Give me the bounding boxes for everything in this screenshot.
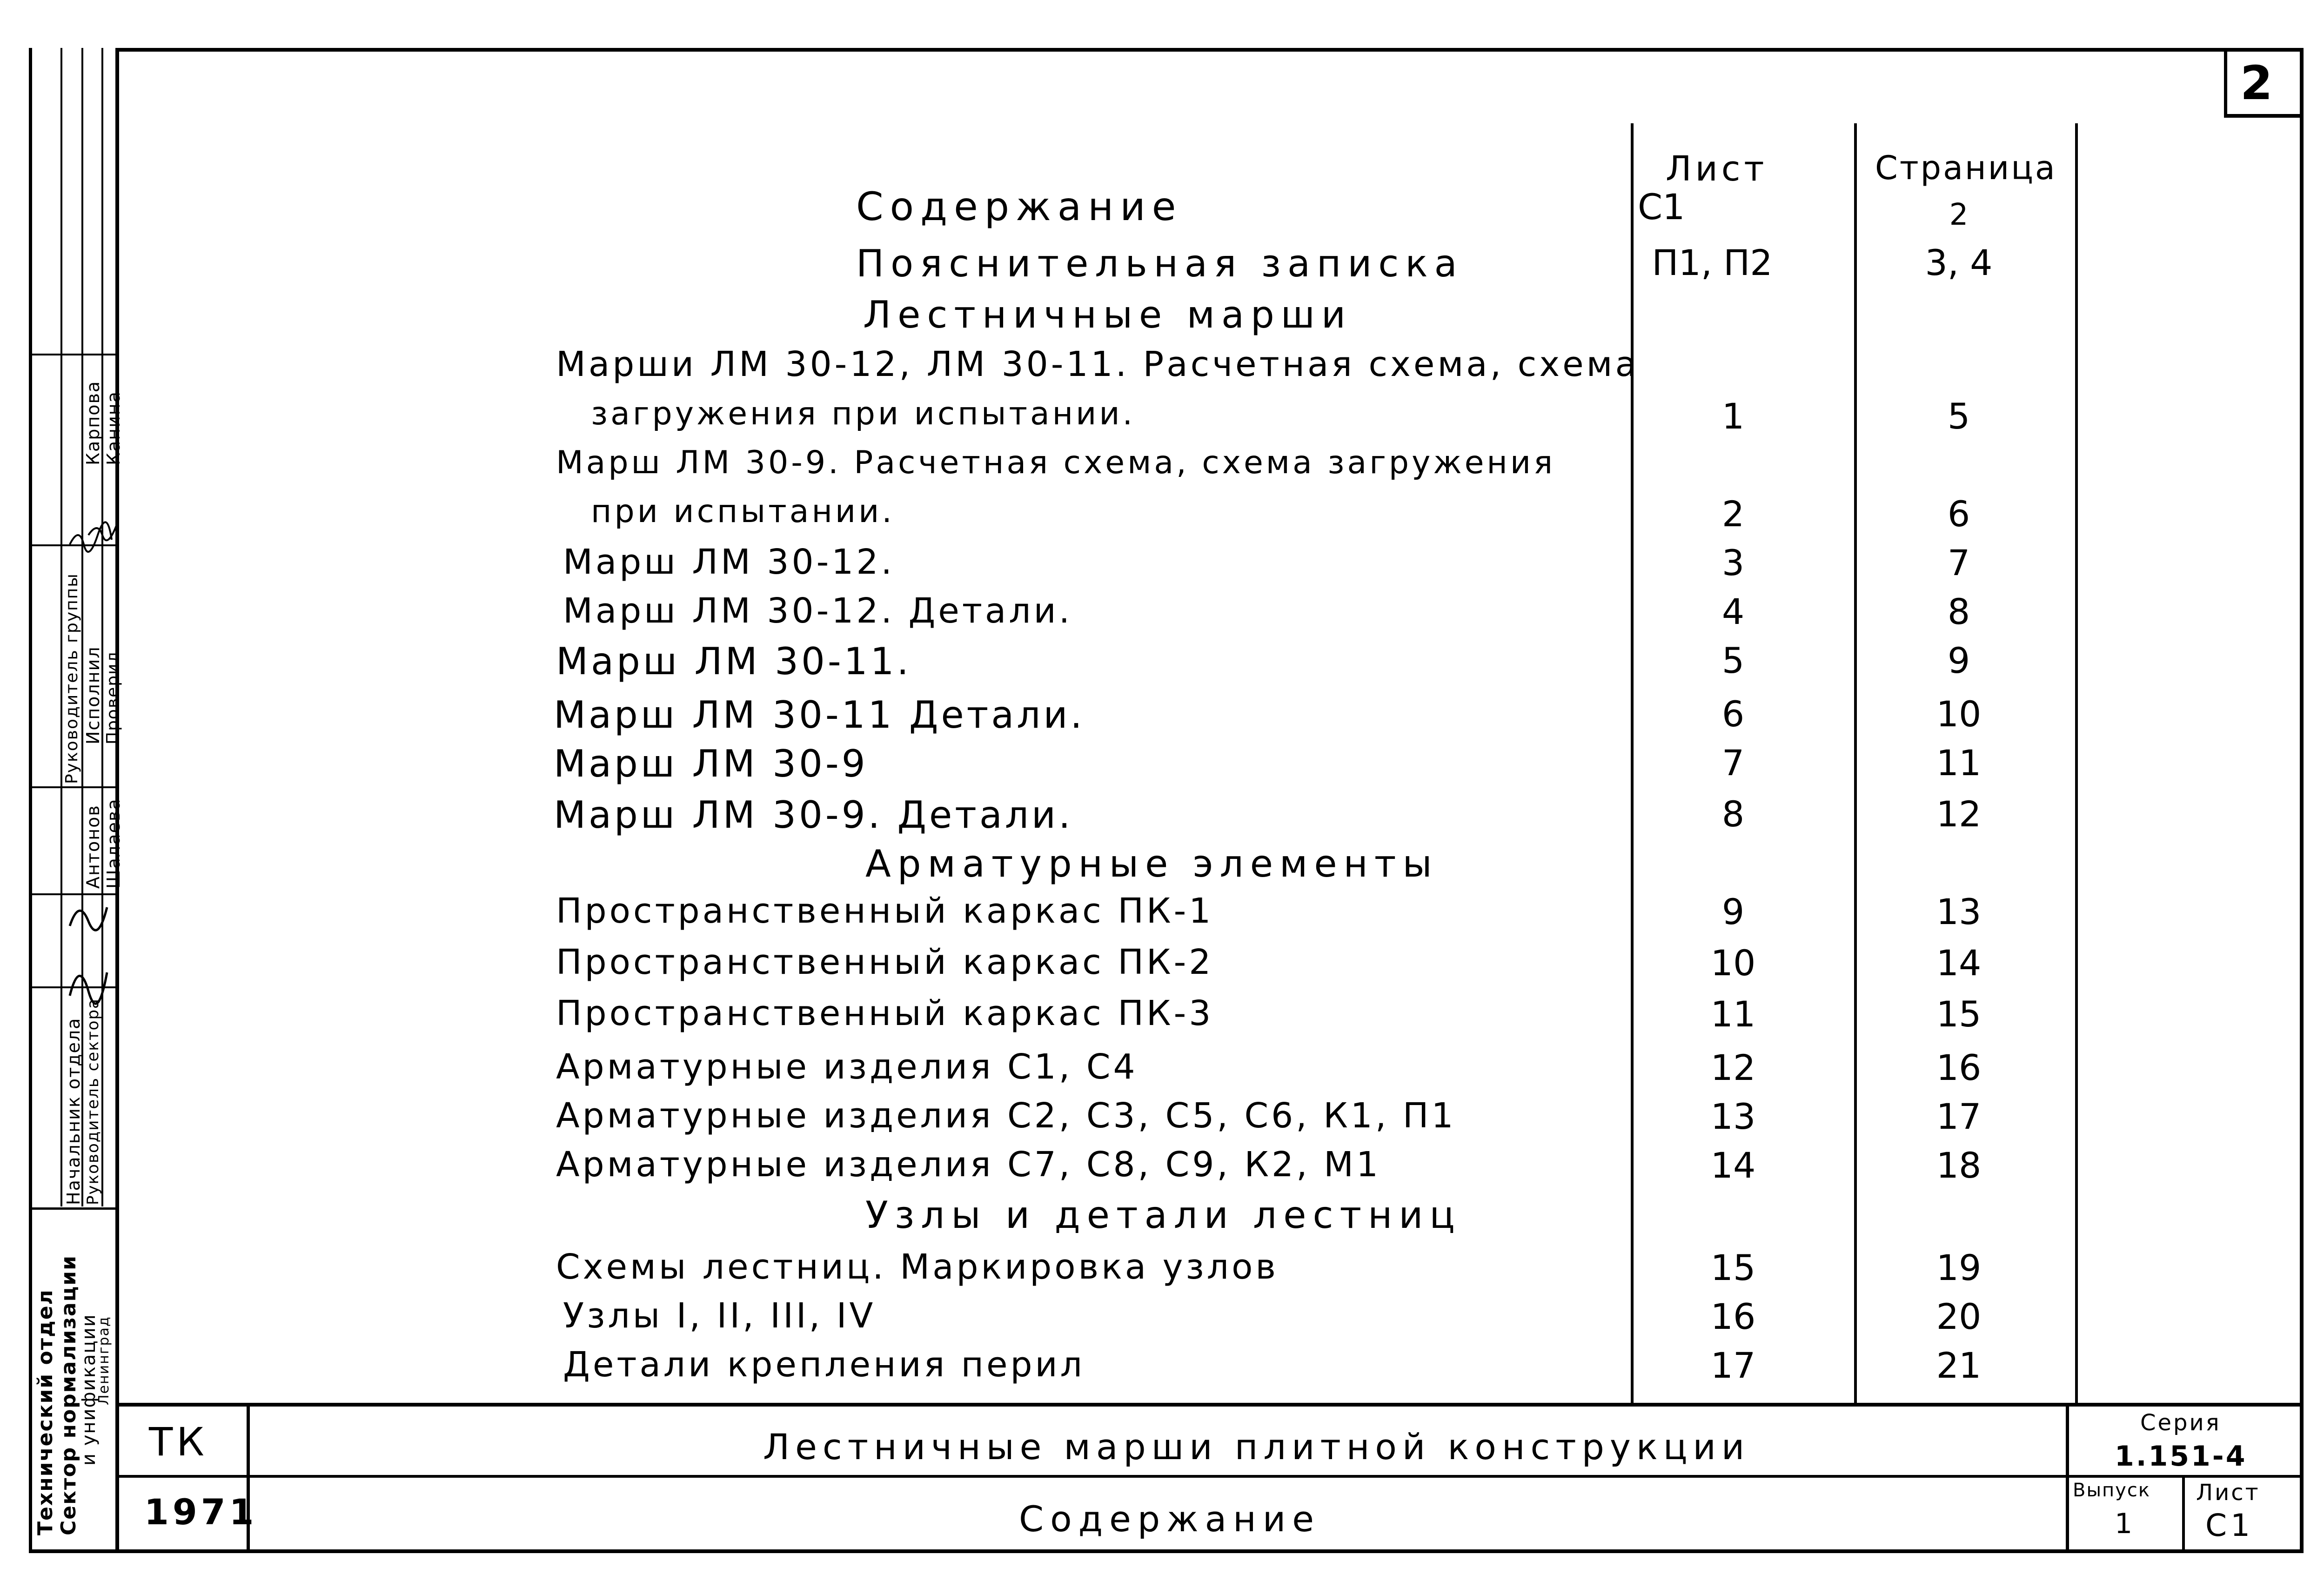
toc-page-10: 10 (1936, 693, 1982, 735)
toc-sheet-0: С1 (1638, 186, 1685, 228)
side-name-kanina: Канина (103, 391, 124, 465)
toc-page-16: 15 (1936, 993, 1982, 1035)
toc-entry: Марш ЛМ 30-9. Детали. (554, 793, 1073, 837)
toc-entry: Марш ЛМ 30-12. Детали. (563, 591, 1073, 631)
signature-scribbles (60, 475, 116, 1019)
side-role-checked: Проверил (103, 651, 122, 744)
stamp-series-value: 1.151-4 (2115, 1440, 2247, 1473)
toc-sheet-17: 12 (1710, 1047, 1756, 1088)
toc-page-23: 21 (1936, 1345, 1982, 1386)
sheet-box-left (2224, 48, 2227, 118)
toc-sheet-12: 8 (1721, 793, 1745, 835)
toc-sheet-4: 1 (1721, 395, 1745, 437)
toc-sheet-19: 14 (1710, 1145, 1756, 1186)
toc-page-17: 16 (1936, 1047, 1982, 1088)
toc-sheet-7: 3 (1721, 542, 1745, 583)
col-line-1 (1631, 123, 1634, 1403)
stamp-code: ТК (149, 1419, 208, 1465)
toc-sheet-6: 2 (1721, 493, 1745, 535)
page-title: Содержание (856, 184, 1183, 229)
side-name-antonov: Антонов (83, 804, 103, 889)
toc-page-6: 6 (1947, 493, 1970, 535)
toc-sheet-11: 7 (1721, 742, 1745, 784)
stamp-sheet-value: С1 (2205, 1508, 2254, 1543)
toc-category: Узлы и детали лестниц (865, 1193, 1461, 1237)
toc-sheet-1: П1, П2 (1652, 242, 1773, 283)
toc-entry: Узлы I, II, III, IV (563, 1296, 876, 1336)
side-hline-1 (29, 354, 117, 355)
stamp-series-label: Серия (2140, 1410, 2221, 1436)
toc-entry: Марш ЛМ 30-11 Детали. (554, 693, 1085, 737)
stamp-v2 (2066, 1403, 2069, 1552)
frame-left-outer (29, 48, 32, 1553)
side-name-shalaeva: Шалаева (103, 798, 124, 889)
stamp-sub-title: Содержание (1019, 1498, 1320, 1540)
col-line-2 (1854, 123, 1857, 1403)
toc-page-9: 9 (1947, 640, 1970, 681)
toc-entry: Арматурные изделия С1, С4 (556, 1047, 1138, 1087)
stamp-top (115, 1403, 2304, 1407)
side-role-head-group: Руководитель группы (62, 573, 81, 784)
stamp-mid (115, 1475, 2304, 1478)
frame-top (119, 48, 2303, 52)
toc-sheet-22: 16 (1710, 1296, 1756, 1337)
toc-page-11: 11 (1936, 742, 1982, 784)
toc-entry: Детали крепления перил (563, 1345, 1085, 1385)
stamp-issue-value: 1 (2115, 1508, 2136, 1540)
stamp-sheet-label: Лист (2196, 1480, 2260, 1506)
toc-page-0: 2 (1949, 198, 1969, 232)
side-role-head-sector: Руководитель сектора (84, 998, 102, 1205)
toc-sheet-15: 10 (1710, 942, 1756, 984)
toc-category: Лестничные марши (863, 293, 1352, 336)
side-name-karpova: Карпова (83, 380, 103, 465)
toc-entry: Арматурные изделия С7, С8, С9, К2, М1 (556, 1145, 1381, 1185)
sheet-box-bottom (2224, 114, 2303, 118)
toc-sheet-16: 11 (1710, 993, 1756, 1035)
stamp-year: 1971 (144, 1491, 258, 1533)
toc-page-8: 8 (1947, 591, 1970, 632)
toc-page-1: 3, 4 (1925, 242, 1993, 283)
side-org-line2: Сектор нормализации (57, 1255, 80, 1535)
toc-sheet-18: 13 (1710, 1096, 1756, 1137)
toc-category: Арматурные элементы (865, 842, 1439, 885)
toc-entry: Арматурные изделия С2, С3, С5, С6, К1, П1 (556, 1096, 1456, 1136)
toc-page-21: 19 (1936, 1247, 1982, 1288)
side-role-head-dept: Начальник отдела (63, 1017, 84, 1205)
stamp-issue-label: Выпуск (2073, 1480, 2150, 1501)
toc-sheet-9: 5 (1721, 640, 1745, 681)
toc-page-18: 17 (1936, 1096, 1982, 1137)
toc-entry: Пространственный каркас ПК-1 (556, 891, 1214, 931)
toc-entry: Пространственный каркас ПК-2 (556, 942, 1214, 982)
toc-sheet-8: 4 (1721, 591, 1745, 632)
col-line-3 (2075, 123, 2078, 1403)
toc-sheet-21: 15 (1710, 1247, 1756, 1288)
stamp-v3 (2182, 1475, 2185, 1552)
col-header-sheet: Лист (1666, 149, 1768, 189)
toc-page-19: 18 (1936, 1145, 1982, 1186)
toc-page-15: 14 (1936, 942, 1982, 984)
side-org-line3: и унификации (78, 1313, 100, 1466)
toc-page-7: 7 (1947, 542, 1970, 583)
toc-entry: Марш ЛМ 30-9 (554, 742, 868, 785)
toc-category: Пояснительная записка (856, 242, 1464, 285)
side-role-executed: Исполнил (83, 646, 103, 744)
toc-page-4: 5 (1947, 395, 1970, 437)
toc-page-22: 20 (1936, 1296, 1982, 1337)
toc-sheet-10: 6 (1721, 693, 1745, 735)
toc-sheet-23: 17 (1710, 1345, 1756, 1386)
stamp-main-title: Лестничные марши плитной конструкции (763, 1426, 1750, 1467)
side-hline-6 (29, 1207, 117, 1210)
toc-page-12: 12 (1936, 793, 1982, 835)
toc-sheet-14: 9 (1721, 891, 1745, 932)
toc-entry: загружения при испытании. (591, 395, 1136, 432)
side-org-line4: Ленинград (96, 1316, 112, 1405)
toc-entry: Марш ЛМ 30-9. Расчетная схема, схема загружения (556, 444, 1555, 481)
toc-entry: Схемы лестниц. Маркировка узлов (556, 1247, 1279, 1287)
toc-entry: Марш ЛМ 30-12. (563, 542, 895, 582)
toc-entry: Пространственный каркас ПК-3 (556, 993, 1214, 1033)
side-org-line1: Технический отдел (33, 1289, 57, 1535)
col-header-page: Страница (1875, 149, 2057, 187)
frame-right (2300, 48, 2304, 1553)
toc-entry: Марши ЛМ 30-12, ЛМ 30-11. Расчетная схема, схема (556, 344, 1639, 384)
toc-page-14: 13 (1936, 891, 1982, 932)
toc-entry: при испытании. (591, 493, 895, 530)
toc-entry: Марш ЛМ 30-11. (556, 640, 911, 683)
frame-bottom (29, 1549, 2304, 1553)
sheet-number: 2 (2240, 56, 2273, 110)
